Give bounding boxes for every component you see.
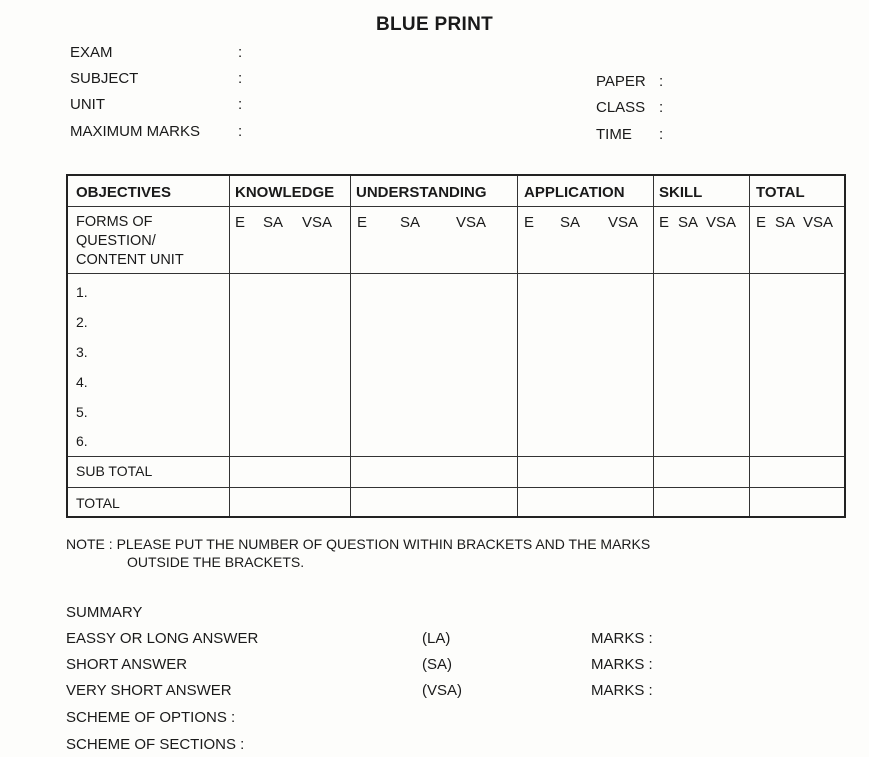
forms-of-question-label	[76, 213, 184, 270]
subject-value[interactable]: :	[238, 70, 243, 87]
sub-e: E	[357, 214, 368, 231]
content-row: 5.	[76, 404, 88, 420]
column-divider	[749, 176, 750, 516]
summary-item-code: (SA)	[422, 656, 452, 673]
sub-e: E	[659, 214, 670, 231]
summary-item-code: (VSA)	[422, 682, 463, 699]
sub-vsa: VSA	[803, 214, 834, 231]
summary-heading: SUMMARY	[66, 604, 143, 621]
header-understanding: UNDERSTANDING	[356, 184, 487, 201]
sub-e: E	[235, 214, 246, 231]
summary-item-marks[interactable]: MARKS :	[591, 682, 653, 699]
paper-label: PAPER	[596, 73, 646, 90]
row-divider	[68, 273, 844, 274]
blueprint-table	[66, 174, 846, 518]
row-divider	[68, 456, 844, 457]
content-row: 1.	[76, 284, 88, 300]
header-knowledge: KNOWLEDGE	[235, 184, 335, 201]
scheme-of-options[interactable]: SCHEME OF OPTIONS :	[66, 709, 236, 726]
content-row: 4.	[76, 374, 88, 390]
unit-label: UNIT	[70, 96, 105, 113]
exam-value[interactable]: :	[238, 44, 243, 61]
time-value[interactable]: :	[659, 126, 664, 143]
summary-item-code: (LA)	[422, 630, 451, 647]
page-title: BLUE PRINT	[376, 14, 493, 35]
header-total: TOTAL	[756, 184, 805, 201]
note-line-1: PLEASE PUT THE NUMBER OF QUESTION WITHIN BRACKETS AND THE MARKS	[116, 536, 651, 552]
header-skill: SKILL	[659, 184, 703, 201]
sub-sa: SA	[678, 214, 699, 231]
maximum-marks-value[interactable]: :	[238, 123, 243, 140]
column-divider	[517, 176, 518, 516]
scheme-of-sections[interactable]: SCHEME OF SECTIONS :	[66, 736, 245, 753]
time-label: TIME	[596, 126, 632, 143]
forms-line: FORMS OF	[76, 214, 153, 230]
column-divider	[350, 176, 351, 516]
total-label: TOTAL	[76, 495, 120, 511]
sub-sa: SA	[400, 214, 421, 231]
sub-vsa: VSA	[456, 214, 487, 231]
content-row: 2.	[76, 314, 88, 330]
sub-vsa: VSA	[608, 214, 639, 231]
row-divider	[68, 487, 844, 488]
exam-label: EXAM	[70, 44, 113, 61]
summary-item-label: SHORT ANSWER	[66, 656, 188, 673]
summary-item-marks[interactable]: MARKS :	[591, 630, 653, 647]
column-divider	[229, 176, 230, 516]
summary-item-label: VERY SHORT ANSWER	[66, 682, 232, 699]
sub-vsa: VSA	[302, 214, 333, 231]
class-value[interactable]: :	[659, 99, 664, 116]
unit-value[interactable]: :	[238, 96, 243, 113]
paper-value[interactable]: :	[659, 73, 664, 90]
maximum-marks-label: MAXIMUM MARKS	[70, 123, 201, 140]
note	[66, 535, 650, 571]
content-row: 6.	[76, 433, 88, 449]
note-line-2: OUTSIDE THE BRACKETS.	[127, 554, 305, 570]
sub-e: E	[524, 214, 535, 231]
forms-line: CONTENT UNIT	[76, 252, 184, 268]
row-divider	[68, 206, 844, 207]
sub-sa: SA	[775, 214, 796, 231]
sub-total-label: SUB TOTAL	[76, 463, 153, 479]
sub-sa: SA	[263, 214, 284, 231]
subject-label: SUBJECT	[70, 70, 139, 87]
class-label: CLASS	[596, 99, 646, 116]
note-prefix: NOTE :	[66, 536, 113, 552]
forms-line: QUESTION/	[76, 233, 156, 249]
header-objectives: OBJECTIVES	[76, 184, 172, 201]
sub-vsa: VSA	[706, 214, 737, 231]
summary-item-label: EASSY OR LONG ANSWER	[66, 630, 259, 647]
content-row: 3.	[76, 344, 88, 360]
sub-sa: SA	[560, 214, 581, 231]
summary-item-marks[interactable]: MARKS :	[591, 656, 653, 673]
sub-e: E	[756, 214, 767, 231]
column-divider	[653, 176, 654, 516]
header-application: APPLICATION	[524, 184, 625, 201]
